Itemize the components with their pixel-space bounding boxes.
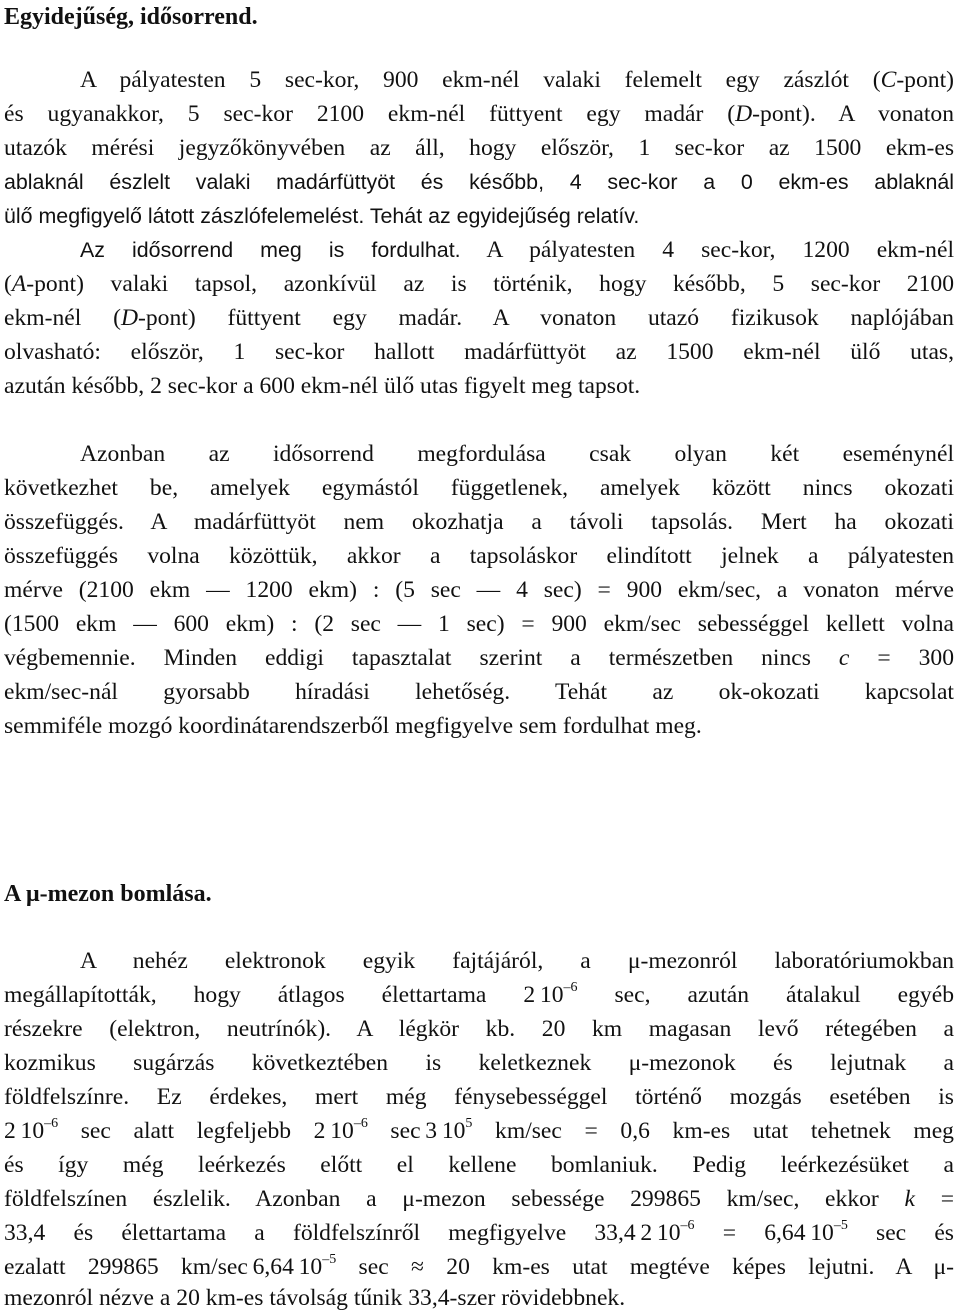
text-line: olvasható: először, 1 sec-kor hallott madárfüttyöt az 1500 ekm-nél ülő utas, <box>4 339 954 365</box>
text-line: földfelszínre. Ez érdekes, mert még fénysebességgel történő mozgás esetében is <box>4 1084 954 1110</box>
text-line: ablaknál észlelt valaki madárfüttyöt és később, 4 sec-kor a 0 ekm-es ablaknál <box>4 170 954 194</box>
text-line: semmiféle mozgó koordinátarendszerből megfigyelve sem fordulhat meg. <box>4 713 702 739</box>
text-line: megállapították, hogy átlagos élettartama 2 $10^{-6}$ sec, azután átalakul egyéb <box>4 980 954 1008</box>
text-line: következhet be, amelyek egymástól függetlenek, amelyek között nincs okozati <box>4 475 954 501</box>
text-line: Az idősorrend meg is fordulhat. A pályatesten 4 sec-kor, 1200 ekm-nél <box>80 237 955 263</box>
text-line: mezonról nézve a 20 km-es távolság tűnik 33,4-szer rövidebbnek. <box>4 1285 626 1311</box>
text-line: és így még leérkezés előtt el kellene bomlaniuk. Pedig leérkezésüket a <box>4 1152 954 1178</box>
text-line: földfelszínen észlelik. Azonban a μ-mezon sebessége 299865 km/sec, ekkor k = <box>4 1186 954 1212</box>
text-line: A nehéz elektronok egyik fajtájáról, a μ-mezonról laboratóriumokban <box>80 948 954 974</box>
text-line: végbemennie. Minden eddigi tapasztalat szerint a természetben nincs c = 300 <box>4 645 954 671</box>
text-line: és ugyanakkor, 5 sec-kor 2100 ekm-nél füttyent egy madár (D-pont). A vonaton <box>4 101 954 127</box>
section-title-mu-meson: A μ-mezon bomlása. <box>4 881 212 907</box>
text-line: (1500 ekm ― 600 ekm) : (2 sec ― 1 sec) = 900 ekm/sec sebességgel kellett volna <box>4 611 954 637</box>
text-line: utazók mérési jegyzőkönyvében az áll, hogy először, 1 sec-kor az 1500 ekm-es <box>4 135 954 161</box>
text-line: ülő megfigyelő látott zászlófelemelést. Tehát az egyidejűség relatív. <box>4 204 640 228</box>
text-line: mérve (2100 ekm ― 1200 ekm) : (5 sec ― 4 sec) = 900 ekm/sec, a vonaton mérve <box>4 577 954 603</box>
text-line: részekre (elektron, neutrínók). A légkör kb. 20 km magasan levő rétegében a <box>4 1016 954 1042</box>
text-line: (A-pont) valaki tapsol, azonkívül az is történik, hogy később, 5 sec-kor 2100 <box>4 271 954 297</box>
text-line: 33,4 és élettartama a földfelszínről megfigyelve 33,4 2 $10^{-6} = 6,64$ $10^{-5}$ sec és <box>4 1218 954 1246</box>
text-line: összefüggés. A madárfüttyöt nem okozhatja a távoli tapsolás. Mert ha okozati <box>4 509 954 535</box>
text-line: azután később, 2 sec-kor a 600 ekm-nél ülő utas figyelt meg tapsot. <box>4 373 641 399</box>
section-title-simultaneity: Egyidejűség, idősorrend. <box>4 4 258 30</box>
text-line: ekm/sec-nál gyorsabb híradási lehetőség. Tehát az ok-okozati kapcsolat <box>4 679 954 705</box>
text-line: kozmikus sugárzás következtében is keletkeznek μ-mezonok és lejutnak a <box>4 1050 954 1076</box>
text-line: ezalatt 299865 km/sec 6,64 $10^{-5}$ sec ≈ 20 km-es utat megtéve képes lejutni. A μ- <box>4 1252 954 1280</box>
text-line: ekm-nél (D-pont) füttyent egy madár. A vonaton utazó fizikusok naplójában <box>4 305 954 331</box>
text-line: A pályatesten 5 sec-kor, 900 ekm-nél valaki felemelt egy zászlót (C-pont) <box>80 67 954 93</box>
text-line: Azonban az idősorrend megfordulása csak olyan két eseménynél <box>80 441 954 467</box>
text-line: összefüggés volna közöttük, akkor a tapsoláskor elindított jelnek a pályatesten <box>4 543 954 569</box>
text-line: 2 $10^{-6}$ sec alatt legfeljebb 2 $10^{-6}$ sec 3 $10^5$ km/sec = 0,6 km-es utat tehetnek meg <box>4 1116 954 1144</box>
